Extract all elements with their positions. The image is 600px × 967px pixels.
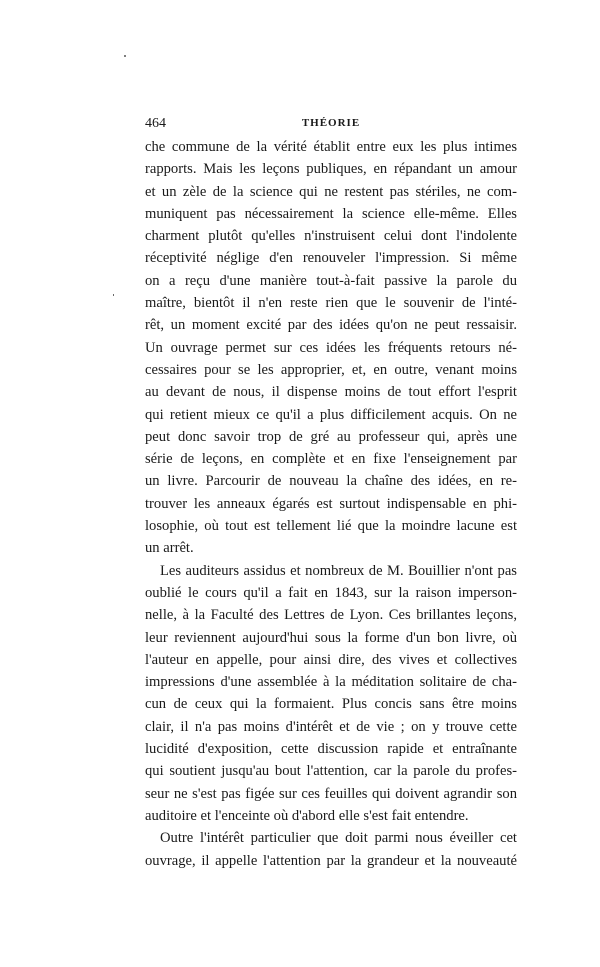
text-line: seur ne s'est pas figée sur ces feuilles qui doivent agrandir son bbox=[145, 785, 517, 802]
text-line: rêt, un moment excité par des idées qu'on ne peut ressaisir. bbox=[145, 317, 517, 334]
text-line: cessaires pour se les approprier, et, en outre, venant moins bbox=[145, 361, 517, 378]
text-line: che commune de la vérité établit entre eux les plus intimes bbox=[145, 139, 517, 155]
text-line: trouver les anneaux égarés est surtout indispensable en phi- bbox=[145, 495, 517, 512]
text-line: et un zèle de la science qui ne restent pas stériles, ne com- bbox=[145, 183, 517, 200]
paper-speck bbox=[113, 294, 114, 296]
text-line: cun de ceux qui la formaient. Plus concis sans être moins bbox=[145, 696, 517, 713]
text-line: auditoire et l'enceinte où d'abord elle s'est fait entendre. bbox=[145, 807, 469, 824]
text-line: Outre l'intérêt particulier que doit parmi nous éveiller cet bbox=[160, 830, 517, 847]
text-line: clair, il n'a pas moins d'intérêt et de vie ; on y trouve cette bbox=[145, 718, 517, 735]
text-line: losophie, où tout est tellement lié que la moindre lacune est bbox=[145, 518, 517, 535]
text-line: un livre. Parcourir de nouveau la chaîne des idées, en re- bbox=[145, 473, 517, 490]
text-line: l'auteur en appelle, pour ainsi dire, des vives et collectives bbox=[145, 651, 517, 668]
text-line: rapports. Mais les leçons publiques, en répandant un amour bbox=[145, 161, 517, 178]
text-line: charment plutôt qu'elles n'instruisent celui dont l'indolente bbox=[145, 228, 517, 245]
running-head: THÉORIE bbox=[301, 117, 361, 129]
page-number: 464 bbox=[145, 116, 166, 131]
text-line: qui retient mieux ce qu'il a plus difficilement acquis. On ne bbox=[145, 406, 517, 423]
text-line: réceptivité néglige d'en renouveler l'impression. Si même bbox=[145, 250, 517, 267]
text-line: muniquent pas nécessairement la science elle-même. Elles bbox=[145, 205, 517, 222]
text-line: maître, bientôt il n'en reste rien que le souvenir de l'inté- bbox=[145, 295, 517, 312]
text-line: nelle, à la Faculté des Lettres de Lyon. Ces brillantes leçons, bbox=[145, 607, 517, 624]
text-line: on a reçu d'une manière tout-à-fait passive la parole du bbox=[145, 272, 517, 289]
text-line: leur reviennent aujourd'hui sous la forme d'un bon livre, où bbox=[145, 629, 517, 646]
text-line: au devant de nous, il dispense moins de tout effort l'esprit bbox=[145, 384, 517, 401]
paper-speck bbox=[124, 55, 126, 57]
text-line: peut donc savoir trop de gré au professeur qui, après une bbox=[145, 428, 517, 445]
page-header bbox=[145, 116, 517, 134]
text-line: oublié le cours qu'il a fait en 1843, sur la raison imperson- bbox=[145, 584, 517, 601]
text-line: ouvrage, il appelle l'attention par la grandeur et la nouveauté bbox=[145, 852, 517, 869]
text-line: un arrêt. bbox=[145, 540, 194, 557]
text-line: impressions d'une assemblée à la méditation solitaire de cha- bbox=[145, 674, 517, 691]
text-line: lucidité d'exposition, cette discussion rapide et entraînante bbox=[145, 741, 517, 758]
body-text bbox=[145, 136, 517, 872]
text-line: Les auditeurs assidus et nombreux de M. Bouillier n'ont pas bbox=[160, 562, 517, 579]
text-line: Un ouvrage permet sur ces idées les fréquents retours né- bbox=[145, 339, 517, 356]
text-line: série de leçons, en complète et en fixe l'enseignement par bbox=[145, 451, 517, 468]
text-line: qui soutient jusqu'au bout l'attention, car la parole du profes- bbox=[145, 763, 517, 780]
